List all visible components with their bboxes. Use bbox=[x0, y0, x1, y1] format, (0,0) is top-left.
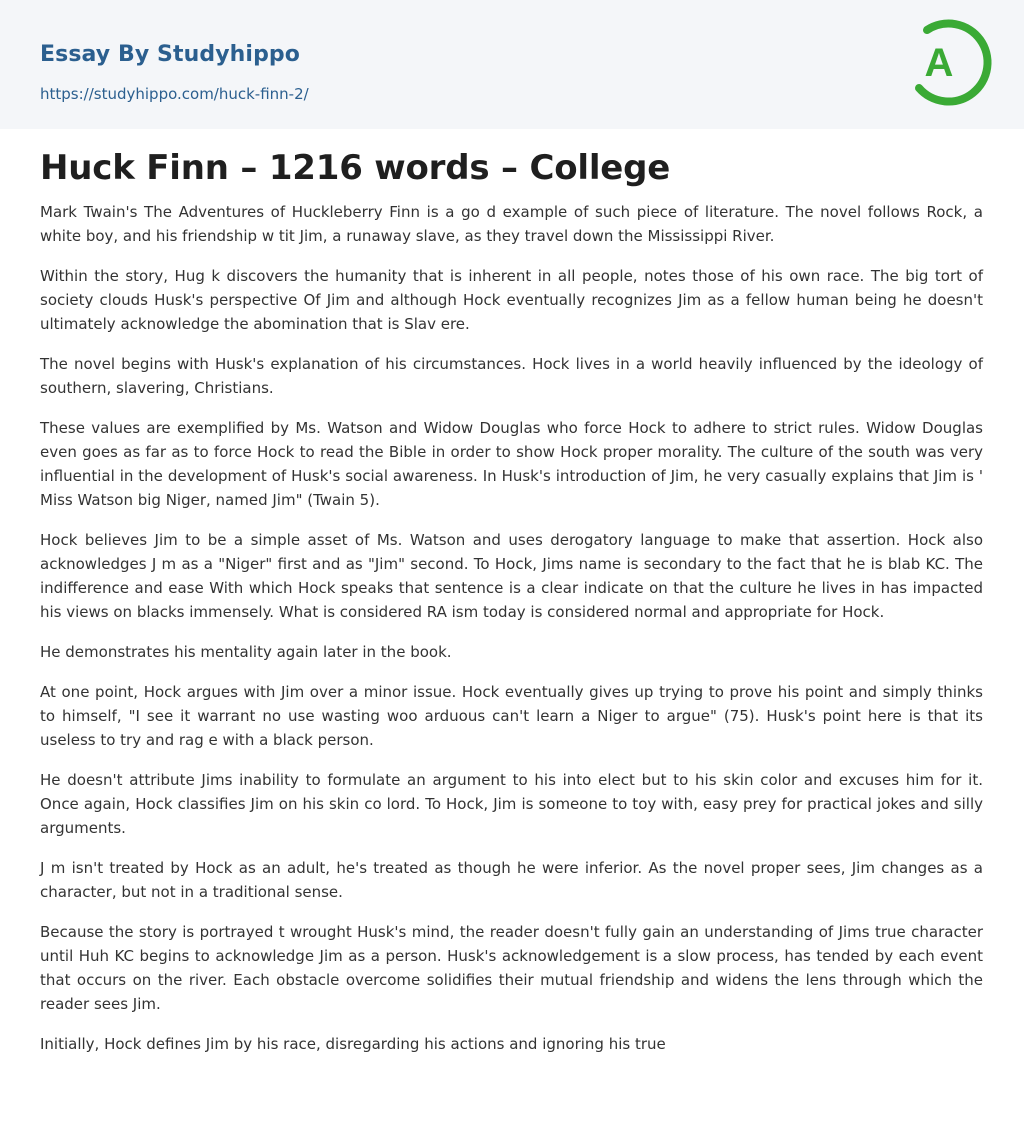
essay-paragraph: He doesn't attribute Jims inability to formulate an argument to his into elect but to his skin color and excuses him for it. Once again, Hock classifies Jim on his skin co lord. To Hock, Jim is someone to toy with, easy prey for practical jokes and silly arguments. bbox=[40, 771, 983, 837]
essay-paragraph: These values are exemplified by Ms. Watson and Widow Douglas who force Hock to adhere to strict rules. Widow Douglas even goes as far as to force Hock to read the Bible in order to show Hock proper morality. The culture of the south was very influential in the development of Husk's social awareness. In Husk's introduction of Jim, he very casually explains that Jim is ' Miss Watson big Niger, named Jim" (Twain 5). bbox=[40, 419, 983, 509]
essay-paragraph: Mark Twain's The Adventures of Huckleberry Finn is a go d example of such piece of literature. The novel follows Rock, a white boy, and his friendship w tit Jim, a runaway slave, as they travel down the Mississippi River. bbox=[40, 203, 983, 245]
page-title: Huck Finn – 1216 words – College bbox=[40, 148, 671, 188]
studyhippo-logo-icon[interactable] bbox=[907, 16, 993, 108]
essay-paragraph: He demonstrates his mentality again later in the book. bbox=[40, 643, 452, 661]
essay-paragraph: At one point, Hock argues with Jim over a minor issue. Hock eventually gives up trying to prove his point and simply thinks to himself, "I see it warrant no use wasting woo arduous can't learn a Niger to argue" (75). Husk's point here is that its useless to try and rag e with a black person. bbox=[40, 683, 983, 749]
essay-body bbox=[40, 200, 983, 1072]
essay-paragraph: The novel begins with Husk's explanation of his circumstances. Hock lives in a world heavily influenced by the ideology of southern, slavering, Christians. bbox=[40, 355, 983, 397]
essay-paragraph: Initially, Hock defines Jim by his race, disregarding his actions and ignoring his true bbox=[40, 1035, 666, 1053]
logo-letter: A bbox=[924, 41, 954, 85]
essay-paragraph: Hock believes Jim to be a simple asset of Ms. Watson and uses derogatory language to make that assertion. Hock also acknowledges J m as a "Niger" first and as "Jim" second. To Hock, Jims name is secondary to the fact that he is blab KC. The indifference and ease With which Hock speaks that sentence is a clear indicate on that the culture he lives in has impacted his views on blacks immensely. What is considered RA ism today is considered normal and appropriate for Hock. bbox=[40, 531, 983, 621]
essay-url-link[interactable]: https://studyhippo.com/huck-finn-2/ bbox=[40, 85, 309, 103]
essay-paragraph: J m isn't treated by Hock as an adult, he's treated as though he were inferior. As the novel proper sees, Jim changes as a character, but not in a traditional sense. bbox=[40, 859, 983, 901]
essay-paragraph: Because the story is portrayed t wrought Husk's mind, the reader doesn't fully gain an understanding of Jims true character until Huh KC begins to acknowledge Jim as a person. Husk's acknowledgement is a slow process, has tended by each event that occurs on the river. Each obstacle overcome solidifies their mutual friendship and widens the lens through which the reader sees Jim. bbox=[40, 923, 983, 1013]
essay-paragraph: Within the story, Hug k discovers the humanity that is inherent in all people, notes those of his own race. The big tort of society clouds Husk's perspective Of Jim and although Hock eventually recognizes Jim as a fellow human being he doesn't ultimately acknowledge the abomination that is Slav ere. bbox=[40, 267, 983, 333]
brand-title[interactable]: Essay By Studyhippo bbox=[40, 42, 300, 67]
